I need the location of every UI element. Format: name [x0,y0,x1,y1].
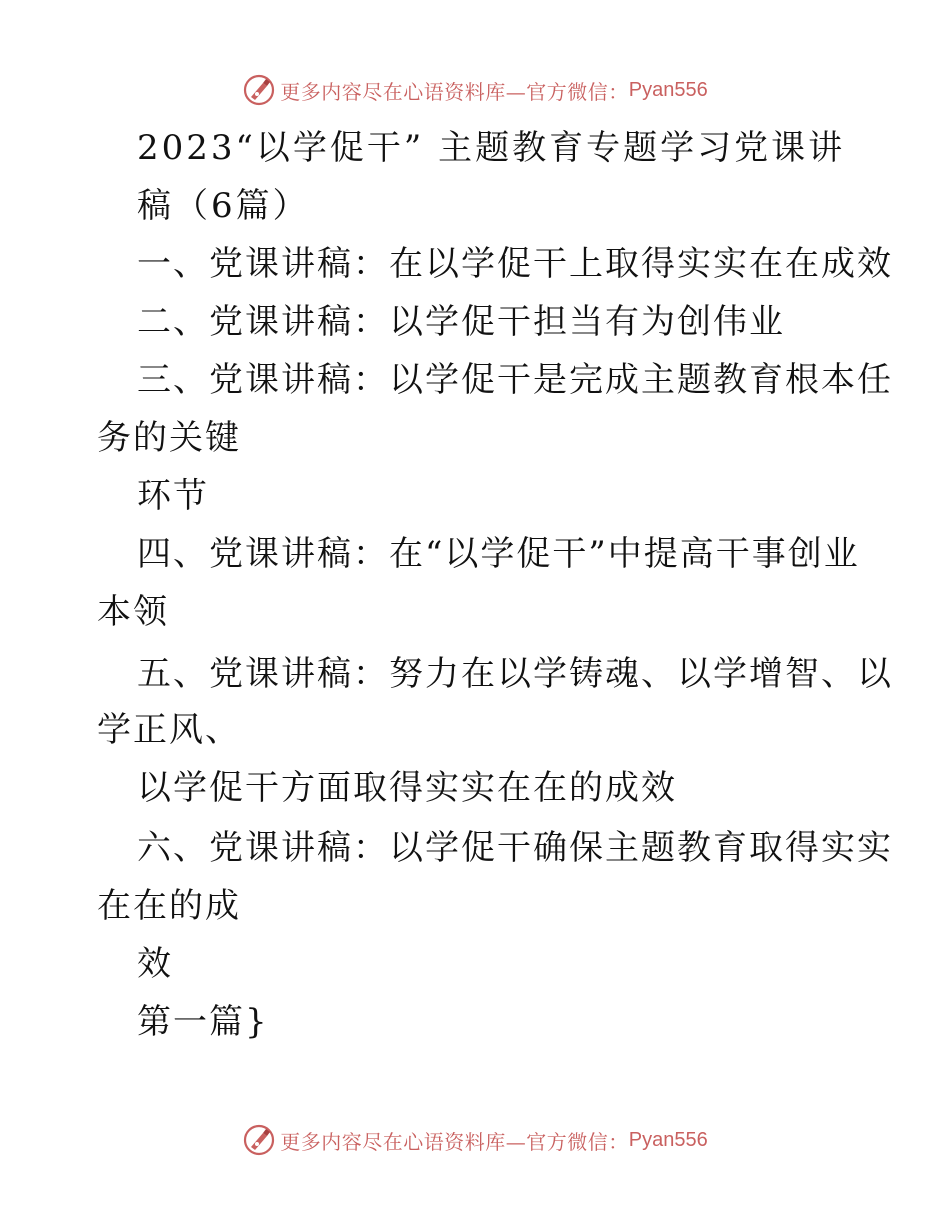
toc-item-6-continued: 效 [137,944,173,984]
toc-item-6: 六、党课讲稿：以学促干确保主题教育取得实实 [137,828,893,868]
toc-item-2: 二、党课讲稿：以学促干担当有为创伟业 [137,302,785,342]
toc-item-5-continued: 以学促干方面取得实实在在的成效 [137,768,677,808]
toc-item-4-continued: 本领 [97,592,169,632]
watermark-wechat-id: Pyan556 [628,78,708,101]
pen-nib-logo-icon [242,1123,276,1157]
watermark-banner-bottom [0,1120,950,1160]
watermark-text: 更多内容尽在心语资料库—官方微信： [280,1129,629,1154]
toc-item-5-continued: 学正风、 [97,710,241,750]
toc-item-4: 四、党课讲稿：在“以学促干”中提高干事创业 [137,534,860,574]
toc-item-5: 五、党课讲稿：努力在以学铸魂、以学增智、以 [137,654,893,694]
document-title-line-2: 稿（6篇） [137,186,310,226]
toc-item-3-continued: 务的关键 [97,418,241,458]
watermark-text: 更多内容尽在心语资料库—官方微信： [280,79,629,104]
toc-item-1: 一、党课讲稿：在以学促干上取得实实在在成效 [137,244,893,284]
watermark-wechat-id: Pyan556 [628,1128,708,1151]
section-heading-first: 第一篇} [137,1002,269,1042]
toc-item-3: 三、党课讲稿：以学促干是完成主题教育根本任 [137,360,893,400]
toc-item-3-continued: 环节 [137,476,209,516]
toc-item-6-continued: 在在的成 [97,886,241,926]
document-title-line-1: 2023“以学促干” 主题教育专题学习党课讲 [137,128,846,168]
